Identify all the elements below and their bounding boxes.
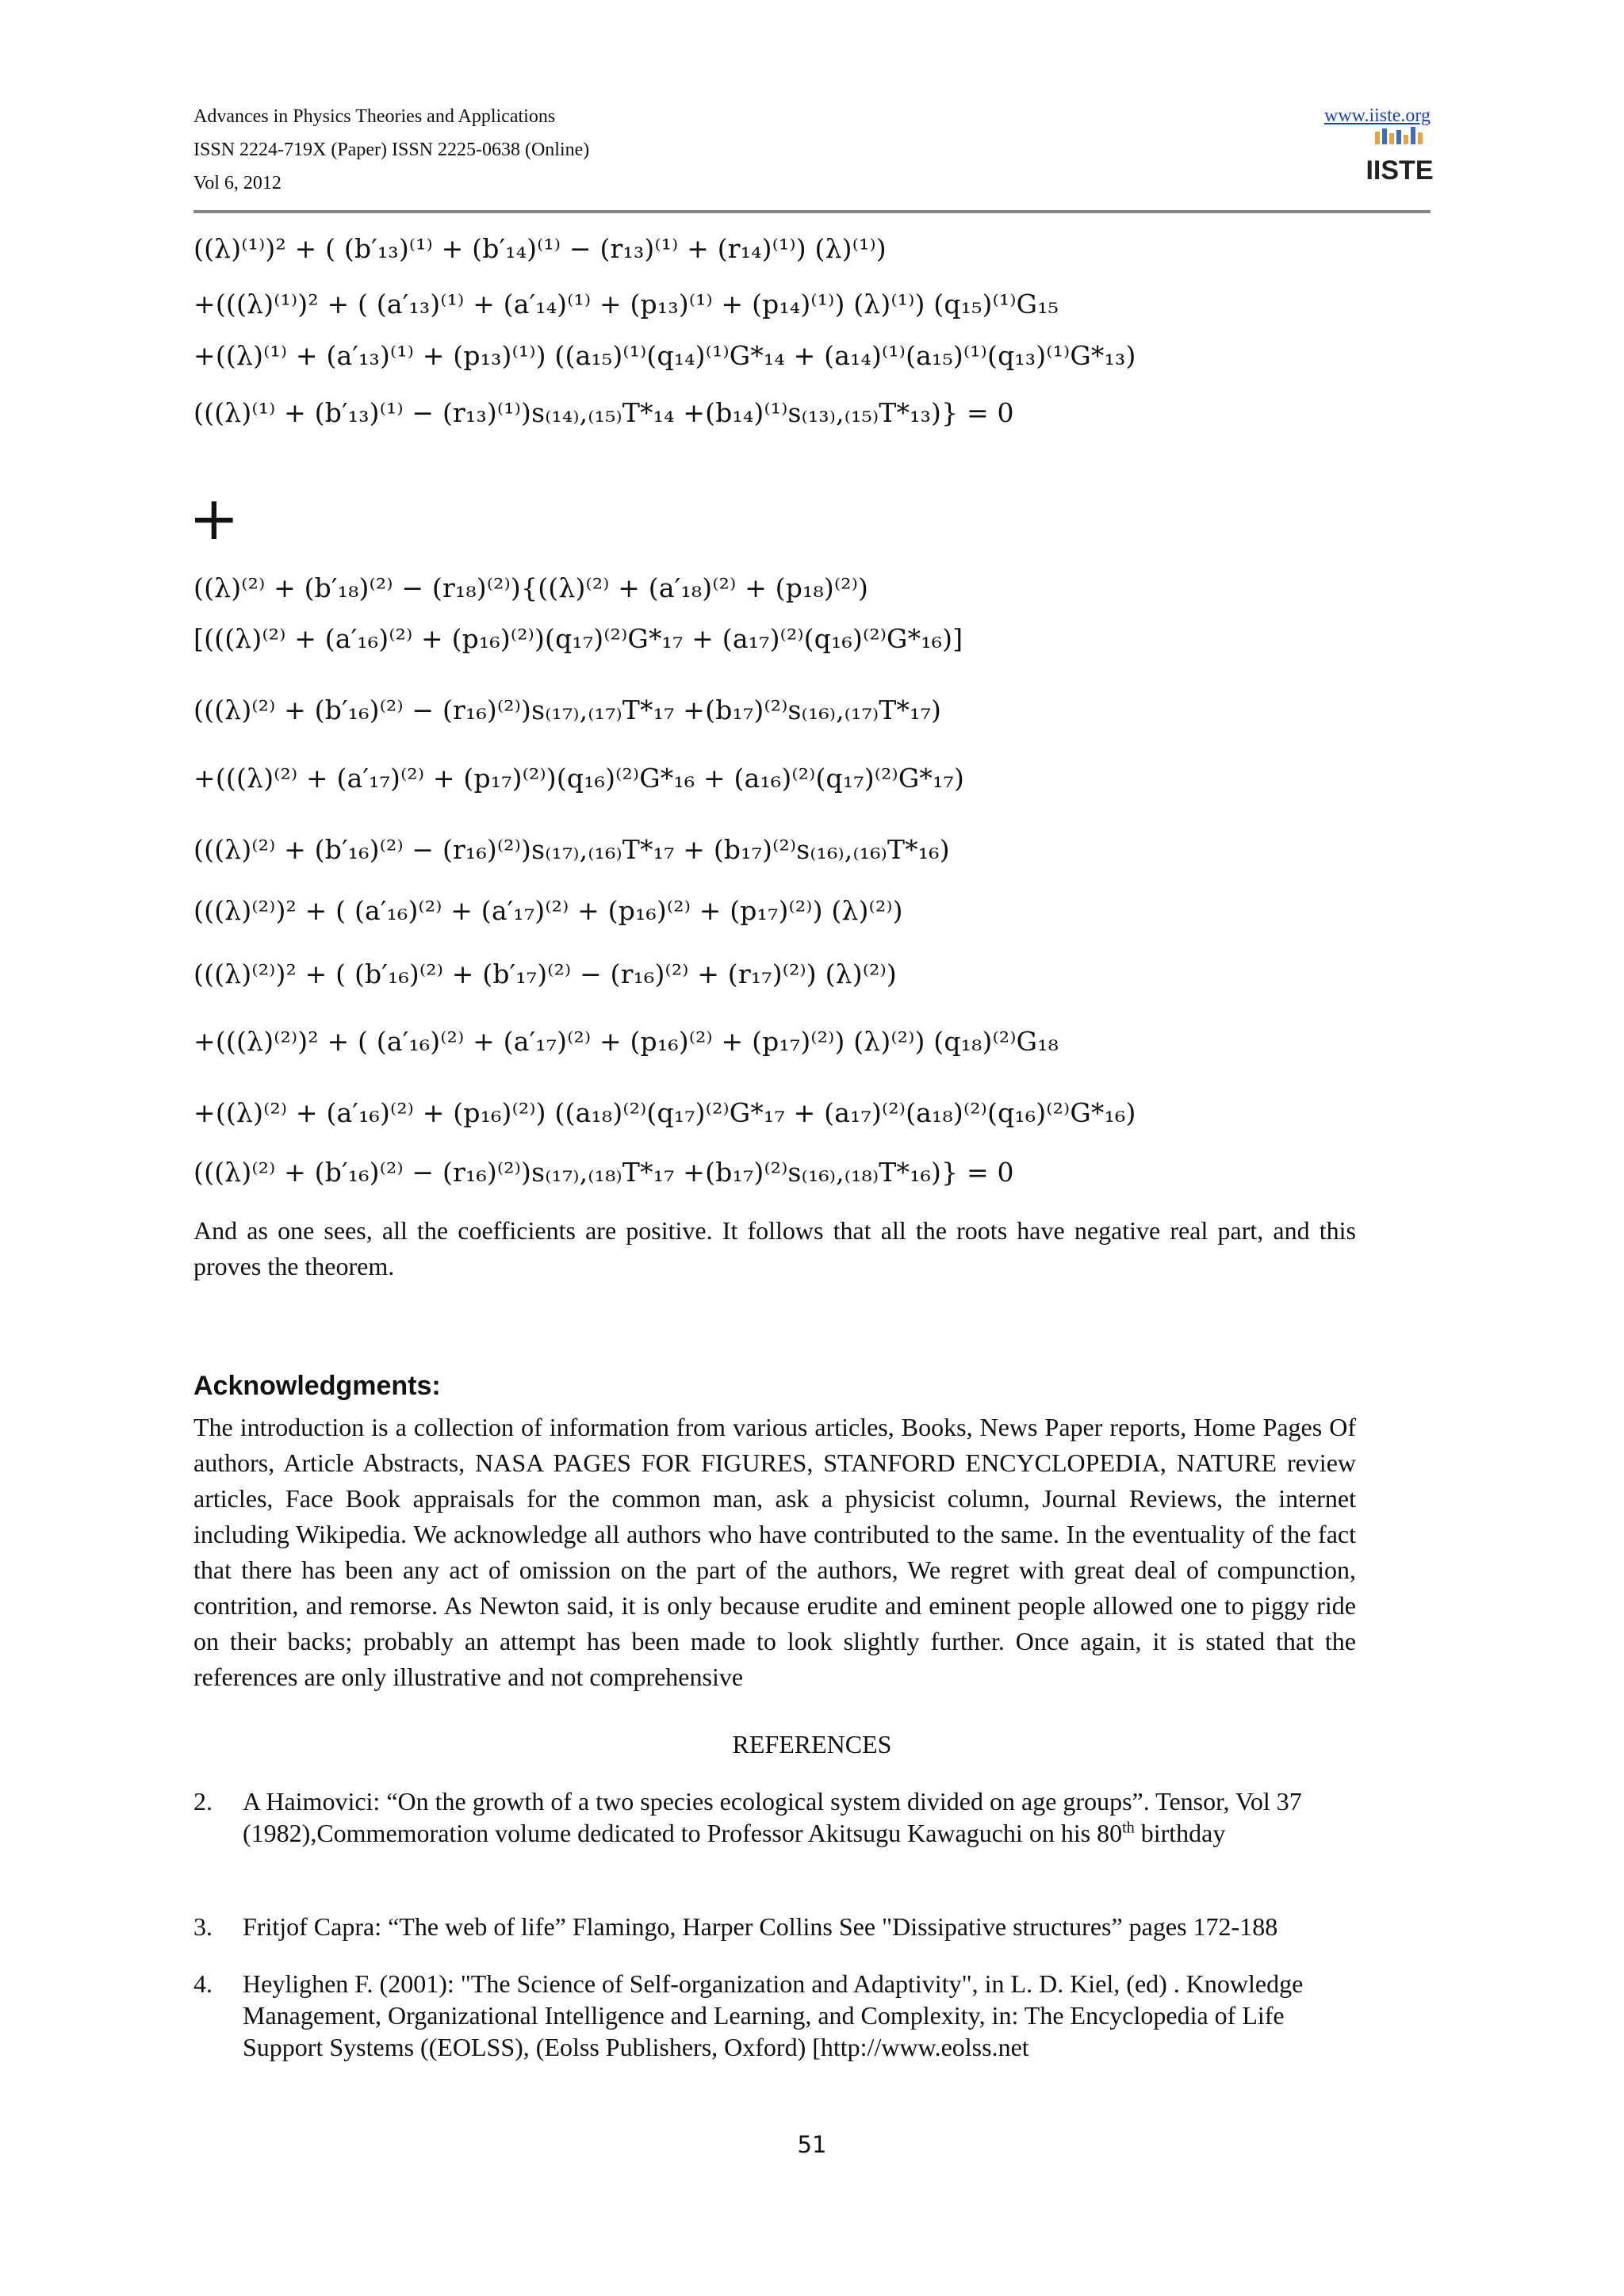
equation-line: (((λ)⁽²⁾)² + ( (a′₁₆)⁽²⁾ + (a′₁₇)⁽²⁾ + (p₁₆)⁽²⁾ + (p₁₇)⁽²⁾) (λ)⁽²⁾) [193,895,903,926]
reference-text-end: birthday [1134,1819,1226,1847]
reference-text: Fritjof Capra: “The web of life” Flamingo, Harper Collins See "Dissipative structures” pages 172-188 [243,1912,1278,1941]
page-number: 51 [797,2131,827,2158]
acknowledgments-heading: Acknowledgments: [193,1371,441,1401]
equation-line: +(((λ)⁽²⁾ + (a′₁₇)⁽²⁾ + (p₁₇)⁽²⁾)(q₁₆)⁽²⁾G*₁₆ + (a₁₆)⁽²⁾(q₁₇)⁽²⁾G*₁₇) [193,763,965,794]
equation-line: ((λ)⁽¹⁾)² + ( (b′₁₃)⁽¹⁾ + (b′₁₄)⁽¹⁾ − (r₁₃)⁽¹⁾ + (r₁₄)⁽¹⁾) (λ)⁽¹⁾) [193,233,887,264]
equation-line: +(((λ)⁽²⁾)² + ( (a′₁₆)⁽²⁾ + (a′₁₇)⁽²⁾ + (p₁₆)⁽²⁾ + (p₁₇)⁽²⁾) (λ)⁽²⁾) (q₁₈)⁽²⁾G₁₈ [193,1026,1059,1057]
website-link[interactable]: www.iiste.org [1324,105,1431,126]
reference-number: 3. [193,1912,213,1941]
reference-number: 2. [193,1787,213,1816]
issn-line: ISSN 2224-719X (Paper) ISSN 2225-0638 (Online) [193,140,590,160]
plus-sign: + [189,483,239,553]
equation-line: +(((λ)⁽¹⁾)² + ( (a′₁₃)⁽¹⁾ + (a′₁₄)⁽¹⁾ + (p₁₃)⁽¹⁾ + (p₁₄)⁽¹⁾) (λ)⁽¹⁾) (q₁₅)⁽¹⁾G₁₅ [193,289,1059,320]
reference-text-main: A Haimovici: “On the growth of a two species ecological system divided on age groups”. Tensor, Vol 37 (1982),Commemoration volume dedicated to Professor Akitsugu Kawaguchi on his 80 [243,1787,1302,1847]
equation-line: (((λ)⁽²⁾ + (b′₁₆)⁽²⁾ − (r₁₆)⁽²⁾)s₍₁₇₎,₍₁₇₎T*₁₇ +(b₁₇)⁽²⁾s₍₁₆₎,₍₁₇₎T*₁₇) [193,695,942,725]
equation-line: (((λ)⁽²⁾ + (b′₁₆)⁽²⁾ − (r₁₆)⁽²⁾)s₍₁₇₎,₍₁₆₎T*₁₇ + (b₁₇)⁽²⁾s₍₁₆₎,₍₁₆₎T*₁₆) [193,834,950,865]
equation-line: (((λ)⁽²⁾)² + ( (b′₁₆)⁽²⁾ + (b′₁₇)⁽²⁾ − (r₁₆)⁽²⁾ + (r₁₇)⁽²⁾) (λ)⁽²⁾) [193,959,897,989]
reference-number: 4. [193,1969,213,1998]
equation-line: (((λ)⁽²⁾ + (b′₁₆)⁽²⁾ − (r₁₆)⁽²⁾)s₍₁₇₎,₍₁₈₎T*₁₇ +(b₁₇)⁽²⁾s₍₁₆₎,₍₁₈₎T*₁₆)} = 0 [193,1157,1014,1188]
journal-title: Advances in Physics Theories and Applications [193,106,556,127]
reference-text [243,1785,1356,1849]
iiste-logo [1365,125,1434,186]
logo-text: IISTE [1365,155,1434,186]
reference-text: Heylighen F. (2001): "The Science of Self-organization and Adaptivity", in L. D. Kiel, (ed) . Knowledge Management, Organizational Intelligence and Learning, and Complexity, in: The Encyclopedia of Life Support Systems ((EOLSS), (Eolss Publishers, Oxford) [http://www.eolss.net [243,1969,1304,2061]
equation-line: +((λ)⁽²⁾ + (a′₁₆)⁽²⁾ + (p₁₆)⁽²⁾) ((a₁₈)⁽²⁾(q₁₇)⁽²⁾G*₁₇ + (a₁₇)⁽²⁾(a₁₈)⁽²⁾(q₁₆)⁽²⁾G*₁₆) [193,1097,1136,1128]
ordinal-superscript: th [1122,1819,1135,1837]
equation-line: ((λ)⁽²⁾ + (b′₁₈)⁽²⁾ − (r₁₈)⁽²⁾){((λ)⁽²⁾ + (a′₁₈)⁽²⁾ + (p₁₈)⁽²⁾) [193,572,869,603]
volume-line: Vol 6, 2012 [193,173,282,193]
references-title: REFERENCES [732,1730,892,1758]
acknowledgments-paragraph: The introduction is a collection of information from various articles, Books, News Paper reports, Home Pages Of authors, Article Abstracts, NASA PAGES FOR FIGURES, STANFORD ENCYCLOPEDIA, NATURE review articles, Face Book appraisals for the common man, ask a physicist column, Journal Reviews, the internet including Wikipedia. We acknowledge all authors who have contributed to the same. In the eventuality of the fact that there has been any act of omission on the part of the authors, We regret with great deal of compunction, contrition, and remorse. As Newton said, it is only because erudite and eminent people allowed one to piggy ride on their backs; probably an attempt has been made to look slightly further. Once again, it is stated that the references are only illustrative and not comprehensive [193,1413,1356,1691]
equation-line: (((λ)⁽¹⁾ + (b′₁₃)⁽¹⁾ − (r₁₃)⁽¹⁾)s₍₁₄₎,₍₁₅₎T*₁₄ +(b₁₄)⁽¹⁾s₍₁₃₎,₍₁₅₎T*₁₃)} = 0 [193,397,1014,428]
equation-line: [(((λ)⁽²⁾ + (a′₁₆)⁽²⁾ + (p₁₆)⁽²⁾)(q₁₇)⁽²⁾G*₁₇ + (a₁₇)⁽²⁾(q₁₆)⁽²⁾G*₁₆)] [193,623,963,654]
conclusion-paragraph: And as one sees, all the coefficients are positive. It follows that all the roots have negative real part, and this proves the theorem. [193,1216,1356,1280]
header-divider [193,210,1431,213]
equation-line: +((λ)⁽¹⁾ + (a′₁₃)⁽¹⁾ + (p₁₃)⁽¹⁾) ((a₁₅)⁽¹⁾(q₁₄)⁽¹⁾G*₁₄ + (a₁₄)⁽¹⁾(a₁₅)⁽¹⁾(q₁₃)⁽¹⁾G*₁₃) [193,340,1136,371]
